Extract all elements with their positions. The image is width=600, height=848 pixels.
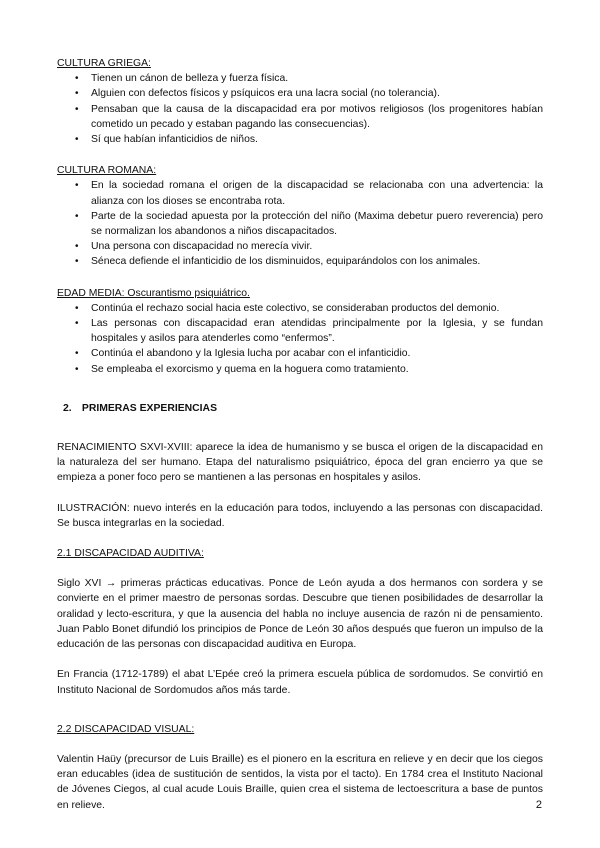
visual-disability-title: 2.2 DISCAPACIDAD VISUAL: [57,723,195,735]
page-number: 2 [535,799,542,811]
enlightenment-paragraph: ILUSTRACIÓN: nuevo interés en la educación para todos, incluyendo a las personas con discapacidad. Se busca integrarlas en la sociedad. [57,502,543,529]
list-item: • Pensaban que la causa de la discapacidad era por motivos religiosos (los progenitores habían cometido un pecado y estaban pagando las consecuencias). [57,102,543,132]
section-number: 2. [63,402,72,414]
list-item: • Continúa el abandono y la Iglesia lucha por acabar con el infanticidio. [57,346,543,361]
page-content [57,56,543,813]
renaissance-paragraph: RENACIMIENTO SXVI-XVIII: aparece la idea de humanismo y se busca el origen de la discapacidad en la naturaleza del ser humano. Etapa del naturalismo psiquiátrico, época del gran encierro ya que se empieza a poner foco pero se mantienen a las personas en hospitales y asilos. [57,442,543,484]
section-title: PRIMERAS EXPERIENCIAS [81,402,217,414]
greek-culture-list [57,71,543,147]
list-item: • Una persona con discapacidad no merecía vivir. [57,239,543,254]
middle-ages-list [57,301,543,377]
roman-culture-list [57,178,543,269]
list-item: • Se empleaba el exorcismo y quema en la hoguera como tratamiento. [57,362,543,377]
hearing-disability-title: 2.1 DISCAPACIDAD AUDITIVA: [57,548,204,560]
visual-paragraph-1: Valentin Haüy (precursor de Luis Braille) es el pionero en la escritura en relieve y en decir que los ciegos eran educables (idea de sustitución de sentidos, la vista por el tacto). En 1784 crea el Instituto Nacional de Jóvenes Ciegos, al cual acude Louis Braille, quien crea el sistema de lectoescritura a base de puntos en relieve. [57,753,543,811]
list-item: • Parte de la sociedad apuesta por la protección del niño (Maxima debetur puero reverencia) pero se normalizan los abandonos a niños discapacitados. [57,209,543,239]
list-item: • En la sociedad romana el origen de la discapacidad se relacionaba con una advertencia: la alianza con los dioses se encontraba rota. [57,178,543,208]
list-item: • Continúa el rechazo social hacia este colectivo, se consideraban productos del demonio. [57,301,543,316]
list-item: • Sí que habían infanticidios de niños. [57,132,543,147]
section-heading [57,401,543,416]
list-item: • Las personas con discapacidad eran atendidas principalmente por la Iglesia, y se fundan hospitales y asilos para atenderles como “enfermos”. [57,316,543,346]
hearing-paragraph-1: Siglo XVI → primeras prácticas educativas. Ponce de León ayuda a dos hermanos con sordera y se convierte en el primer maestro de personas sordas. Descubre que tienen posibilidades de desarrollar la oralidad y lecto-escritura, y que la ausencia del habla no incluye ausencia de razón ni de pensamiento. Juan Pablo Bonet difundió los principios de Ponce de León 30 años después que fueron un impulso de la educación de las personas con discapacidad auditiva en Europa. [57,578,543,651]
greek-culture-title: CULTURA GRIEGA: [57,58,151,69]
hearing-paragraph-2: En Francia (1712-1789) el abat L’Epée creó la primera escuela pública de sordomudos. Se convirtió en Instituto Nacional de Sordomudos años más tarde. [57,669,543,696]
middle-ages-title: EDAD MEDIA: Oscurantismo psiquiátrico. [57,287,250,299]
list-item: • Alguien con defectos físicos y psíquicos era una lacra social (no tolerancia). [57,86,543,101]
list-item: • Tienen un cánon de belleza y fuerza física. [57,71,543,86]
list-item: • Séneca defiende el infanticidio de los disminuidos, equiparándolos con los animales. [57,254,543,269]
roman-culture-title: CULTURA ROMANA: [57,165,157,177]
